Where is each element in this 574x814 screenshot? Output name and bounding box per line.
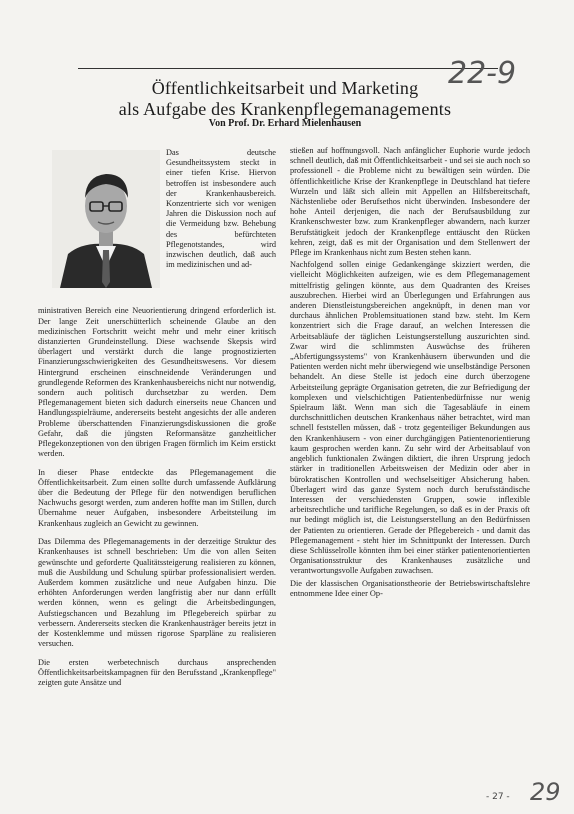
title-line-2: als Aufgabe des Krankenpflegemanagements — [118, 99, 452, 119]
title-line-1: Öffentlichkeitsarbeit und Marketing — [151, 78, 419, 98]
right-column — [290, 146, 530, 601]
left-paragraph: Die ersten werbetechnisch durchaus ansprechenden Öffentlichkeitsarbeitskampagnen für den Berufsstand „Krankenpflege" zeigten gute Ansätze und — [38, 657, 276, 688]
left-paragraph: ministrativen Bereich eine Neuorientierung dringend erforderlich ist. Der lange Zeit unerschütterlich scheinende Glaube an den medizinischen Fortschritt weicht mehr und mehr einer kritisch distanzierten Grundeinstellung. Diese wachsende Skepsis wird überlagert und verstärkt durch die lange prognostizierten Finanzierungsschwierigkeiten des Gesundheitswesens. Vor diesem Hintergrund erscheinen einschneidende Veränderungen und grundlegende Reformen des Krankenhausbereichs nicht nur notwendig, sondern auch politisch durchsetzbar zu werden. Dem Pflegemanagement bieten sich dadurch einerseits neue Chancen und Handlungsspielräume, andererseits besteht angesichts der alle anderen Probleme überschattenden Finanzierungsdiskussionen die große Gefahr, daß die jüngsten Reformansätze ganzheitlicher Pflegekonzeptionen von den übrigen Fragen förmlich im Keim erstickt werden. — [38, 306, 277, 459]
page-number: - 27 - — [486, 792, 510, 802]
left-paragraph: Das Dilemma des Pflegemanagements in der derzeitige Struktur des Krankenhauses ist schnell beschrieben: Um die von allen Seiten gewünschte und geforderte Qualitätssteigerung realisieren zu können, muß die Ausbildung und Schulung spürbar professionalisiert werden. Außerdem kommen zusätzliche und neue Aufgaben hinzu. Die erhöhten Anforderungen werden langfristig aber nur dann erfüllt werden können, wenn es gelingt die Arbeitsbedingungen, Aufstiegschancen und Bezahlung im Pflegebereich spürbar zu verbessern. Andererseits stecken die Krankenhausträger bereits jetzt in der Kostenklemme und müssen rigorose Sparpläne zu realisieren versuchen. — [38, 537, 276, 649]
author-line: Von Prof. Dr. Erhard Mielenhausen — [208, 118, 362, 129]
left-column — [38, 298, 276, 697]
author-photo — [52, 150, 160, 288]
intro-text: Das deutsche Gesundheitssystem steckt in einer tiefen Krise. Hiervon betroffen ist insbesondere auch der Krankenhausbereich. Konzentrierte sich vor wenigen Jahren die Diskussion noch auf die Vermeidung bzw. Behebung des befürchteten Pflegenotstandes, wird inzwischen deutlich, daß auch im medizinischen und ad- — [166, 148, 276, 270]
left-paragraph: In dieser Phase entdeckte das Pflegemanagement die Öffentlichkeitsarbeit. Zum einen sollte durch umfassende Aufklärung über die Bedeutung der Pflege für den notwendigen beruflichen Nachwuchs gesorgt werden, zum anderen hoffte man im Stillen, durch Übernahme neuer Aufgaben, insbesondere Arbeitsteilung im Krankenhaus zugleich an Gewicht zu gewinnen. — [38, 467, 276, 528]
right-paragraph: Die der klassischen Organisationstheorie der Betriebswirtschaftslehre entnommene Idee einer Op- — [290, 578, 530, 598]
handwritten-mark: 22-9 — [448, 56, 517, 91]
right-paragraph: Nachfolgend sollen einige Gedankengänge skizziert werden, die vielleicht Möglichkeiten aufzeigen, wie es dem Pflegemanagement mittelfristig gelingen könnte, aus dem Quadranten des Kreises auszubrechen. Hierbei wird an Überlegungen und Erfahrungen aus anderen Dienstleistungsbereichen angeknüpft, in denen man vor durchaus ähnlichen Problemsituationen stand bzw. steht. Im Kern konzentriert sich die Frage darauf, an welchen Interessen die Arbeitsabläufe der täglichen Leistungserstellung auszurichten sind. Zwar wird die schlimmsten Auswüchse des früheren „Abfertigungssystems" von Krankenhäusern überwunden und die Patienten werden nicht mehr überwiegend wie unselbständige Personen behandelt. An diese Stelle ist jedoch eine durch überzogene Arbeitsteilung geprägte Organisation getreten, die zur Befriedigung der komplexen und vielschichtigen Patientenbedürfnisse nur wenig Spielraum läßt. Wenn man sich die Tagesabläufe in einem durchschnittlichen deutschen Krankenhaus näher betrachtet, wird man schnell feststellen müssen, daß - trotz gegenteiliger Bekundungen aus den Krankenhäusern - von einer durchgängigen Patientenorientierung kaum gesprochen werden kann. Zu sehr wird der Arbeitsablauf von angeblich funktionalen Zwängen diktiert, die ihren Ursprung jedoch stärker in traditionellen Arbeitsweisen der Medizin oder aber in bürokratischen Kontrollen und wechselseitiger Absicherung haben. Überlagert wird das ganze System noch durch berufsständische Interessen der verschiedensten Gruppen, sowie inflexible arbeitsrechtliche und tarifliche Regelungen, so daß es in der Praxis oft nur bedingt möglich ist, die Leistungserstellung an den Bedürfnissen der Patienten zu orientieren. Gerade der Pflegebereich - und damit das Pflegemanagement - steht hier im Schnittpunkt der Interessen. Durch diese Schlüsselrolle könnten ihm bei einer stärker patientenorientierten Organisationsstruktur des Krankenhauses zusätzliche und verantwortungsvolle Aufgaben zuwachsen. — [290, 260, 530, 576]
right-paragraph: stießen auf hoffnungsvoll. Nach anfänglicher Euphorie wurde jedoch schnell deutlich, daß mit Öffentlichkeitsarbeit - und sei sie auch noch so professionell - die Probleme nicht zu bewältigen sein würden. Die öffentlichkeitliche Krise der Krankenpflege in Deutschland hat tiefere Wurzeln und läßt sich allein mit Appellen an Hilfsbereitschaft, Nächstenliebe oder Berufsethos nicht überwinden. Insbesondere der hohe Anteil derjenigen, die nach der Berufsausbildung zur Krankenschwester bzw. zum Krankenpfleger abwandern, nach kurzer Berufstätigkeit jedoch der Krankenpflege enttäuscht den Rücken kehren, zeigt, daß es mit der Organisation und dem Stellenwert der Pflege im Krankenhaus nicht zum Besten stehen kann. — [290, 146, 530, 258]
top-rule — [78, 68, 498, 69]
handwritten-page-number: 29 — [530, 778, 561, 806]
